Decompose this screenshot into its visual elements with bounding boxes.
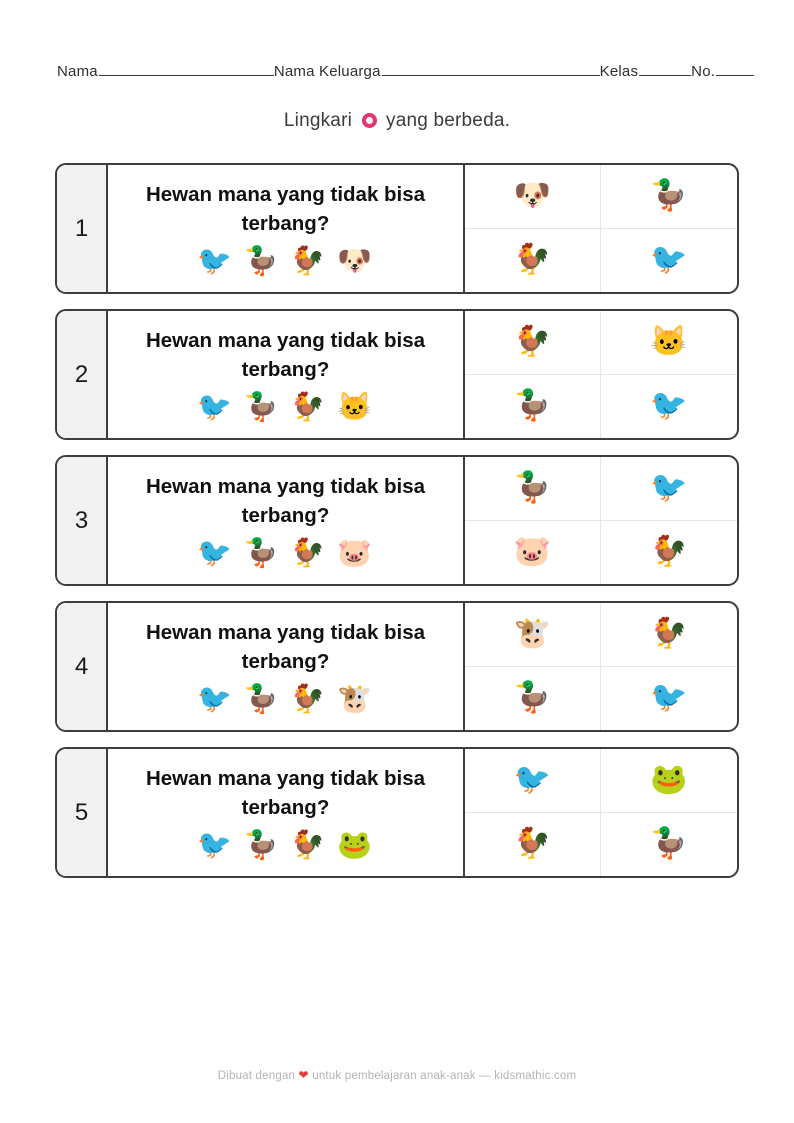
instruction-line [0,110,794,132]
input-line-nama[interactable] [99,63,274,76]
answer-option-bird-emoji[interactable]: 🐦 [465,749,601,813]
answer-grid [465,603,737,730]
student-info-row [57,63,737,80]
question-text: Hewan mana yang tidak bisa terbang? [145,766,426,819]
circle-outline-icon [362,113,377,128]
answer-option-duck-emoji[interactable]: 🦆 [465,457,601,521]
question-text: Hewan mana yang tidak bisa terbang? [145,620,426,673]
answer-grid [465,457,737,584]
answer-option-cat-face-emoji[interactable]: 🐱 [601,311,737,375]
label-nama-keluarga: Nama Keluarga [273,63,381,80]
question-row [55,163,739,294]
input-line-nama-keluarga[interactable] [382,63,600,76]
answer-option-rooster-emoji[interactable]: 🐓 [465,311,601,375]
question-cell [108,311,465,438]
answer-option-duck-emoji[interactable]: 🦆 [650,827,688,861]
label-nama: Nama [57,63,98,80]
answer-option-duck-emoji[interactable]: 🦆 [601,165,737,229]
question-row [55,601,739,732]
answer-option-bird-emoji[interactable]: 🐦 [601,457,737,521]
question-text: Hewan mana yang tidak bisa terbang? [145,182,426,235]
question-number: 2 [57,311,108,438]
answer-grid [465,165,737,292]
footer-text-after: untuk pembelajaran anak-anak — kidsmathic.com [312,1070,577,1082]
question-emoji-set: 🐦 🦆 🐓 🐷 [197,537,374,569]
answer-option-duck-emoji[interactable]: 🦆 [465,667,601,731]
field-nama-keluarga[interactable] [274,63,600,80]
instruction-text-after: yang berbeda. [386,110,511,131]
question-emoji-set: 🐦 🦆 🐓 🐸 [197,829,374,861]
answer-option-pig-face-emoji[interactable]: 🐷 [465,521,601,585]
answer-option-frog-face-emoji[interactable]: 🐸 [601,749,737,813]
question-text: Hewan mana yang tidak bisa terbang? [145,474,426,527]
answer-option-cow-face-emoji[interactable]: 🐮 [465,603,601,667]
answer-option-bird-emoji[interactable]: 🐦 [650,243,688,277]
answer-option-rooster-emoji[interactable]: 🐓 [601,603,737,667]
answer-option-rooster-emoji[interactable]: 🐓 [650,535,688,569]
answer-option-rooster-emoji[interactable]: 🐓 [465,813,601,877]
field-no[interactable] [691,63,754,80]
field-nama[interactable] [57,63,274,80]
question-number: 4 [57,603,108,730]
question-emoji-set: 🐦 🦆 🐓 🐱 [197,391,374,423]
answer-option-dog-face-emoji[interactable]: 🐶 [465,165,601,229]
question-cell [108,165,465,292]
question-emoji-set: 🐦 🦆 🐓 🐮 [197,683,374,715]
question-text: Hewan mana yang tidak bisa terbang? [145,328,426,381]
question-number: 1 [57,165,108,292]
label-no: No. [691,63,716,80]
question-cell [108,603,465,730]
answer-grid [465,311,737,438]
footer-credit [0,1068,794,1082]
answer-option-bird-emoji[interactable]: 🐦 [650,681,688,715]
question-number: 3 [57,457,108,584]
field-kelas[interactable] [600,63,692,80]
question-cell [108,457,465,584]
question-number: 5 [57,749,108,876]
input-line-no[interactable] [716,63,754,76]
question-row [55,747,739,878]
question-emoji-set: 🐦 🦆 🐓 🐶 [197,245,374,277]
answer-option-bird-emoji[interactable]: 🐦 [650,389,688,423]
answer-grid [465,749,737,876]
question-row [55,309,739,440]
label-kelas: Kelas [599,63,639,80]
question-cell [108,749,465,876]
input-line-kelas[interactable] [639,63,691,76]
question-list [55,163,739,893]
heart-icon: ❤ [298,1068,309,1082]
instruction-text-before: Lingkari [283,110,353,131]
question-row [55,455,739,586]
footer-text-before: Dibuat dengan [217,1070,296,1082]
answer-option-duck-emoji[interactable]: 🦆 [465,375,601,439]
answer-option-rooster-emoji[interactable]: 🐓 [465,229,601,293]
